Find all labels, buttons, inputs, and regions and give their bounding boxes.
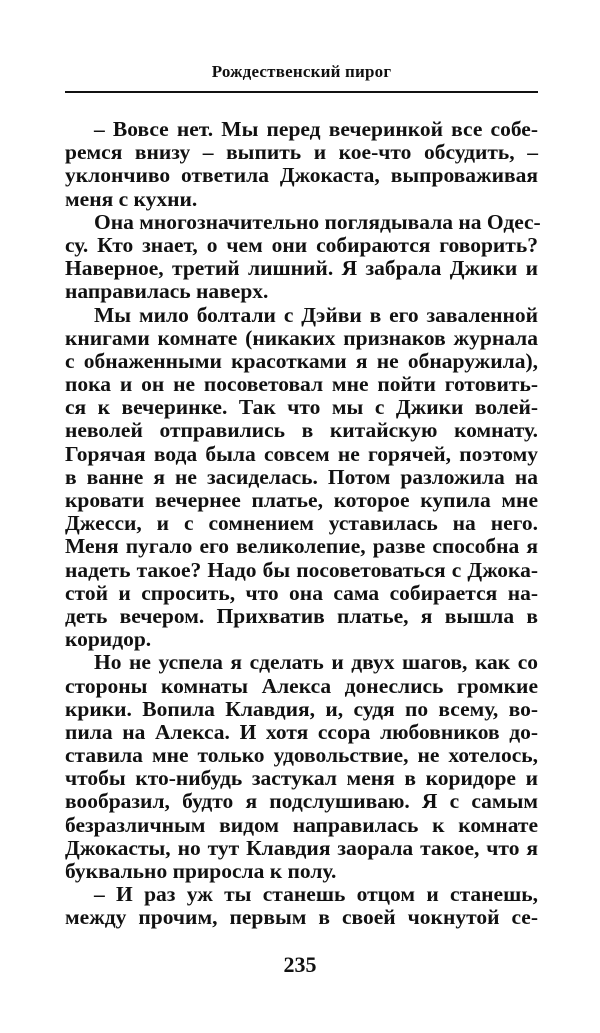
text-line: Джесси, и с сомнением уставилась на него.: [65, 511, 538, 536]
text-line: деть вечером. Прихватив платье, я вышла в: [65, 603, 538, 628]
text-line: крики. Вопила Клавдия, и, судя по всему, во-: [65, 696, 538, 721]
text-line: кровати вечернее платье, которое купила мне: [65, 488, 538, 512]
text-line: буквально приросла к полу.: [65, 859, 337, 883]
text-line: Мы мило болтали с Дэйви в его заваленной: [94, 302, 538, 327]
text-line: вообразил, будто я подслушиваю. Я с самым: [65, 789, 538, 814]
running-head: Рождественский пирог: [211, 62, 392, 81]
text-line: меня с кухни.: [65, 186, 198, 211]
text-line: ремся внизу – выпить и кое-что обсудить, –: [65, 140, 538, 165]
text-line: между прочим, первым в своей чокнутой се-: [65, 905, 538, 930]
text-line: направилась наверх.: [65, 279, 269, 304]
text-line: Джокасты, но тут Клавдия заорала такое, что я: [65, 835, 538, 860]
text-line: надеть такое? Надо бы посоветоваться с Джока-: [65, 557, 538, 582]
text-line: в ванне я не засиделась. Потом разложила на: [65, 464, 538, 489]
paragraph: [65, 304, 538, 652]
text-line: стороны комнаты Алекса донеслись громкие: [65, 673, 538, 698]
text-line: ставила мне только удовольствие, не хотелось,: [65, 743, 538, 768]
text-line: пока и он не посоветовал мне пойти готовить-: [65, 372, 538, 397]
text-line: коридор.: [65, 627, 152, 652]
text-line: стой и спросить, что она сама собирается на-: [65, 580, 538, 605]
text-line: неволей отправились в китайскую комнату.: [65, 418, 538, 443]
text-line: с обнаженными красотками я не обнаружила),: [65, 348, 538, 373]
paragraph: [65, 883, 538, 929]
page-body: [65, 117, 541, 930]
text-line: Она многозначительно поглядывала на Одес-: [94, 209, 541, 234]
text-line: Наверное, третий лишний. Я забрала Джики и: [65, 256, 538, 281]
text-line: пила на Алекса. И хотя ссора любовников до-: [65, 719, 538, 744]
paragraph: [65, 209, 541, 304]
header-rule: [65, 91, 538, 93]
text-line: уклончиво ответила Джокаста, выпроваживая: [65, 163, 538, 188]
text-line: – Вовсе нет. Мы перед вечеринкой все собе-: [94, 117, 538, 141]
text-line: Меня пугало его великолепие, разве способна я: [65, 534, 538, 559]
text-line: Но не успела я сделать и двух шагов, как со: [94, 650, 538, 675]
text-line: Горячая вода была совсем не горячей, поэтому: [65, 441, 538, 466]
text-line: ся к вечеринке. Так что мы с Джики волей-: [65, 395, 538, 420]
paragraph: [65, 651, 538, 883]
text-line: чтобы кто-нибудь застукал меня в коридоре и: [65, 766, 538, 791]
text-line: су. Кто знает, о чем они собираются говорить?: [65, 232, 538, 257]
text-line: – И раз уж ты станешь отцом и станешь,: [94, 882, 538, 907]
text-line: книгами комнате (никаких признаков журнала: [65, 325, 538, 350]
paragraph: [65, 118, 538, 211]
page-number: 235: [283, 952, 317, 977]
text-line: безразличным видом направилась к комнате: [65, 812, 538, 837]
